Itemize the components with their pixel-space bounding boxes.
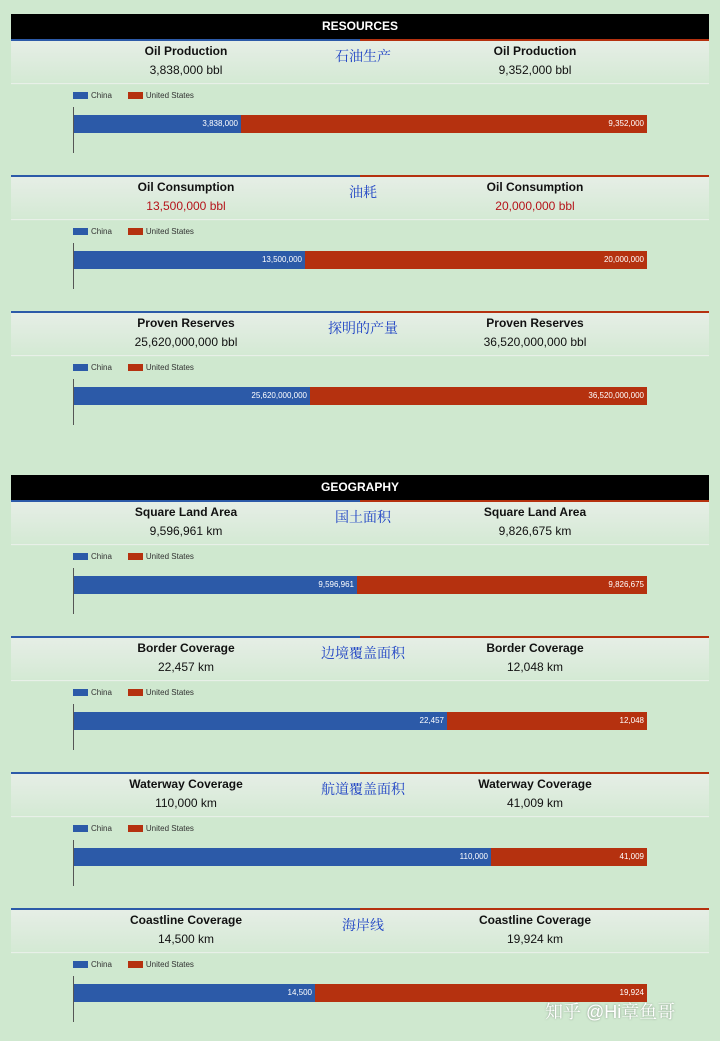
block-divider	[11, 219, 709, 220]
comparison-block	[11, 500, 709, 630]
legend-item-us	[128, 552, 194, 561]
block-divider	[11, 544, 709, 545]
value-china: 9,596,961 km	[149, 524, 223, 538]
block-topline	[11, 311, 709, 313]
title-china: Coastline Coverage	[129, 913, 243, 927]
comparison-block	[11, 772, 709, 902]
comparison-block	[11, 636, 709, 766]
title-us: Coastline Coverage	[478, 913, 592, 927]
legend-item-us	[128, 227, 194, 236]
title-china: Border Coverage	[137, 641, 235, 655]
legend-swatch-us	[128, 364, 143, 371]
block-topline	[11, 39, 709, 41]
legend-swatch-china	[73, 228, 88, 235]
legend-label-us: United States	[145, 91, 194, 100]
value-china: 22,457 km	[157, 660, 215, 674]
legend-label-us: United States	[145, 688, 194, 697]
legend-label-china: China	[91, 227, 112, 236]
title-china: Oil Production	[144, 44, 228, 58]
bar-china: 110,000	[74, 848, 491, 866]
block-topline	[11, 175, 709, 177]
comparison-block	[11, 39, 709, 169]
chinese-label: 国土面积	[335, 510, 391, 526]
legend-label-china: China	[91, 960, 112, 969]
value-us: 12,048 km	[506, 660, 564, 674]
chart-legend	[73, 363, 210, 372]
chinese-label: 石油生产	[335, 49, 391, 65]
value-us: 9,352,000 bbl	[498, 63, 572, 77]
comparison-block	[11, 311, 709, 441]
block-divider	[11, 83, 709, 84]
bar-us: 36,520,000,000	[310, 387, 647, 405]
legend-label-china: China	[91, 552, 112, 561]
legend-label-us: United States	[145, 227, 194, 236]
value-us: 36,520,000,000 bbl	[483, 335, 587, 349]
legend-swatch-us	[128, 825, 143, 832]
bar-us: 9,826,675	[357, 576, 647, 594]
value-china: 25,620,000,000 bbl	[134, 335, 238, 349]
block-divider	[11, 355, 709, 356]
chinese-label: 航道覆盖面积	[321, 782, 405, 798]
block-topline	[11, 908, 709, 910]
legend-item-us	[128, 91, 194, 100]
legend-item-us	[128, 824, 194, 833]
legend-swatch-us	[128, 689, 143, 696]
bar-us: 12,048	[447, 712, 647, 730]
block-divider	[11, 680, 709, 681]
title-us: Proven Reserves	[486, 316, 584, 330]
legend-label-us: United States	[145, 552, 194, 561]
title-us: Waterway Coverage	[478, 777, 592, 791]
value-china: 13,500,000 bbl	[146, 199, 226, 213]
bar-china: 22,457	[74, 712, 447, 730]
block-divider	[11, 816, 709, 817]
title-us: Oil Production	[493, 44, 577, 58]
title-us: Square Land Area	[483, 505, 587, 519]
block-topline	[11, 500, 709, 502]
legend-swatch-china	[73, 689, 88, 696]
section-header-geography: GEOGRAPHY	[11, 475, 709, 500]
section-header-resources: RESOURCES	[11, 14, 709, 39]
bar-china: 9,596,961	[74, 576, 357, 594]
chart-legend	[73, 91, 210, 100]
chinese-label: 边境覆盖面积	[321, 646, 405, 662]
watermark: 知乎 @Hi章鱼哥	[545, 1002, 676, 1022]
legend-label-china: China	[91, 824, 112, 833]
bar-us: 19,924	[315, 984, 647, 1002]
chinese-label: 海岸线	[342, 918, 384, 934]
legend-swatch-china	[73, 553, 88, 560]
chinese-label: 探明的产量	[328, 321, 398, 337]
legend-label-china: China	[91, 363, 112, 372]
legend-item-us	[128, 960, 194, 969]
legend-label-china: China	[91, 91, 112, 100]
title-us: Border Coverage	[486, 641, 584, 655]
chart-legend	[73, 227, 210, 236]
chart-legend	[73, 688, 210, 697]
title-us: Oil Consumption	[486, 180, 584, 194]
legend-label-us: United States	[145, 960, 194, 969]
legend-swatch-china	[73, 92, 88, 99]
legend-swatch-us	[128, 553, 143, 560]
bar-china: 13,500,000	[74, 251, 305, 269]
legend-swatch-us	[128, 228, 143, 235]
value-china: 14,500 km	[157, 932, 215, 946]
title-china: Waterway Coverage	[129, 777, 243, 791]
legend-item-china	[73, 552, 112, 561]
chart-legend	[73, 960, 210, 969]
bar-us: 20,000,000	[305, 251, 647, 269]
legend-swatch-china	[73, 825, 88, 832]
block-topline	[11, 772, 709, 774]
legend-swatch-china	[73, 961, 88, 968]
legend-item-china	[73, 960, 112, 969]
legend-label-china: China	[91, 688, 112, 697]
legend-item-china	[73, 688, 112, 697]
legend-swatch-us	[128, 92, 143, 99]
legend-item-china	[73, 363, 112, 372]
legend-swatch-china	[73, 364, 88, 371]
legend-item-china	[73, 91, 112, 100]
title-china: Oil Consumption	[137, 180, 235, 194]
value-china: 110,000 km	[155, 796, 217, 810]
bar-china: 25,620,000,000	[74, 387, 310, 405]
value-us: 9,826,675 km	[498, 524, 572, 538]
legend-item-us	[128, 688, 194, 697]
title-china: Proven Reserves	[137, 316, 235, 330]
legend-swatch-us	[128, 961, 143, 968]
block-topline	[11, 636, 709, 638]
title-china: Square Land Area	[134, 505, 238, 519]
chinese-label: 油耗	[349, 185, 377, 201]
comparison-block	[11, 175, 709, 305]
legend-label-us: United States	[145, 824, 194, 833]
legend-item-us	[128, 363, 194, 372]
legend-item-china	[73, 824, 112, 833]
value-us: 19,924 km	[506, 932, 564, 946]
value-china: 3,838,000 bbl	[149, 63, 223, 77]
value-us: 41,009 km	[506, 796, 564, 810]
chart-legend	[73, 824, 210, 833]
legend-label-us: United States	[145, 363, 194, 372]
bar-us: 41,009	[491, 848, 647, 866]
bar-us: 9,352,000	[241, 115, 647, 133]
bar-china: 3,838,000	[74, 115, 241, 133]
value-us: 20,000,000 bbl	[495, 199, 575, 213]
bar-china: 14,500	[74, 984, 315, 1002]
block-divider	[11, 952, 709, 953]
chart-legend	[73, 552, 210, 561]
legend-item-china	[73, 227, 112, 236]
